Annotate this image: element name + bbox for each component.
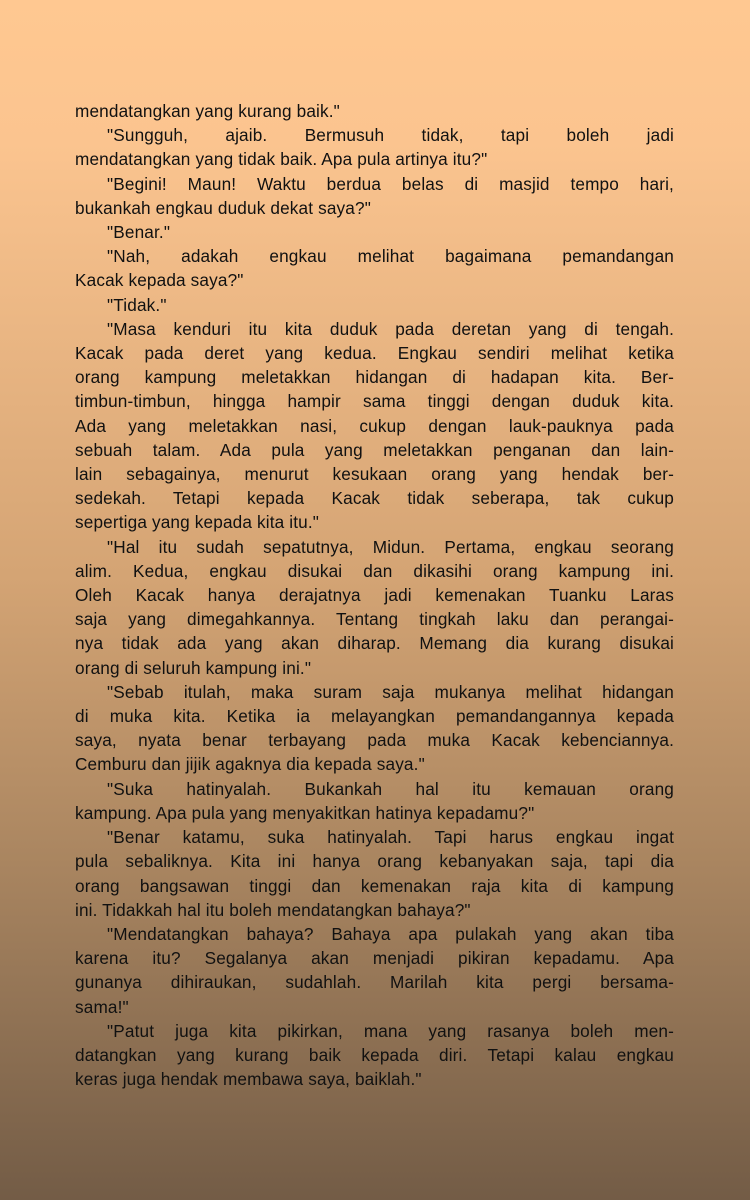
text-line: Kacak pada deret yang kedua. Engkau sendiri melihat ketika [75, 343, 674, 364]
text-line: "Begini! Maun! Waktu berdua belas di masjid tempo hari, [107, 173, 674, 194]
text-line: sedekah. Tetapi kepada Kacak tidak seberapa, tak cukup [75, 488, 674, 509]
text-line: ini. Tidakkah hal itu boleh mendatangkan bahaya?" [75, 899, 471, 920]
text-line: mendatangkan yang tidak baik. Apa pula artinya itu?" [75, 149, 488, 170]
paragraph [75, 825, 674, 922]
text-line: "Nah, adakah engkau melihat bagaimana pemandangan [107, 246, 674, 267]
paragraph [75, 123, 674, 171]
text-line: "Sebab itulah, maka suram saja mukanya melihat hidangan [107, 681, 674, 702]
paragraph [75, 172, 674, 220]
text-line: alim. Kedua, engkau disukai dan dikasihi orang kampung ini. [75, 560, 674, 581]
page-text-body [75, 99, 674, 1091]
text-line: kampung. Apa pula yang menyakitkan hatinya kepadamu?" [75, 802, 535, 823]
text-line: karena itu? Segalanya akan menjadi pikiran kepadamu. Apa [75, 948, 674, 969]
text-line: "Mendatangkan bahaya? Bahaya apa pulakah yang akan tiba [107, 923, 674, 944]
paragraph [75, 244, 674, 292]
text-line: orang bangsawan tinggi dan kemenakan raja kita di kampung [75, 875, 674, 896]
paragraph [75, 99, 674, 123]
paragraph [75, 680, 674, 777]
text-line: pula sebaliknya. Kita ini hanya orang kebanyakan saja, tapi dia [75, 851, 674, 872]
text-line: gunanya dihiraukan, sudahlah. Marilah kita pergi bersama- [75, 972, 674, 993]
text-line: sepertiga yang kepada kita itu." [75, 512, 320, 533]
text-line: "Hal itu sudah sepatutnya, Midun. Pertama, engkau seorang [107, 536, 674, 557]
text-line: nya tidak ada yang akan diharap. Memang dia kurang disukai [75, 633, 674, 654]
text-line: saya, nyata benar terbayang pada muka Kacak kebenciannya. [75, 730, 674, 751]
paragraph [75, 1019, 674, 1092]
text-line: "Tidak." [107, 294, 167, 315]
paragraph [75, 777, 674, 825]
paragraph [75, 317, 674, 535]
text-line: timbun-timbun, hingga hampir sama tinggi dengan duduk kita. [75, 391, 674, 412]
text-line: saja yang dimegahkannya. Tentang tingkah laku dan perangai- [75, 609, 674, 630]
paragraph [75, 922, 674, 1019]
text-line: sama!" [75, 996, 129, 1017]
text-line: Kacak kepada saya?" [75, 270, 244, 291]
paragraph [75, 535, 674, 680]
paragraph [75, 293, 674, 317]
text-line: Cemburu dan jijik agaknya dia kepada saya." [75, 754, 425, 775]
text-line: "Sungguh, ajaib. Bermusuh tidak, tapi boleh jadi [107, 125, 674, 146]
text-line: "Benar." [107, 222, 171, 243]
text-line: keras juga hendak membawa saya, baiklah." [75, 1069, 422, 1090]
text-line: lain sebagainya, menurut kesukaan orang yang hendak ber- [75, 464, 674, 485]
text-line: "Benar katamu, suka hatinyalah. Tapi harus engkau ingat [107, 827, 674, 848]
text-line: bukankah engkau duduk dekat saya?" [75, 197, 371, 218]
text-line: "Masa kenduri itu kita duduk pada deretan yang di tengah. [107, 318, 674, 339]
text-line: sebuah talam. Ada pula yang meletakkan penganan dan lain- [75, 439, 674, 460]
text-line: Oleh Kacak hanya derajatnya jadi kemenakan Tuanku Laras [75, 585, 674, 606]
text-line: di muka kita. Ketika ia melayangkan pemandangannya kepada [75, 706, 674, 727]
text-line: mendatangkan yang kurang baik." [75, 101, 340, 121]
text-line: datangkan yang kurang baik kepada diri. Tetapi kalau engkau [75, 1044, 674, 1065]
paragraph [75, 220, 674, 244]
text-line: "Suka hatinyalah. Bukankah hal itu kemauan orang [107, 778, 674, 799]
text-line: orang kampung meletakkan hidangan di hadapan kita. Ber- [75, 367, 674, 388]
text-line: "Patut juga kita pikirkan, mana yang rasanya boleh men- [107, 1020, 674, 1041]
text-line: orang di seluruh kampung ini." [75, 657, 312, 678]
text-line: Ada yang meletakkan nasi, cukup dengan lauk-pauknya pada [75, 415, 674, 436]
